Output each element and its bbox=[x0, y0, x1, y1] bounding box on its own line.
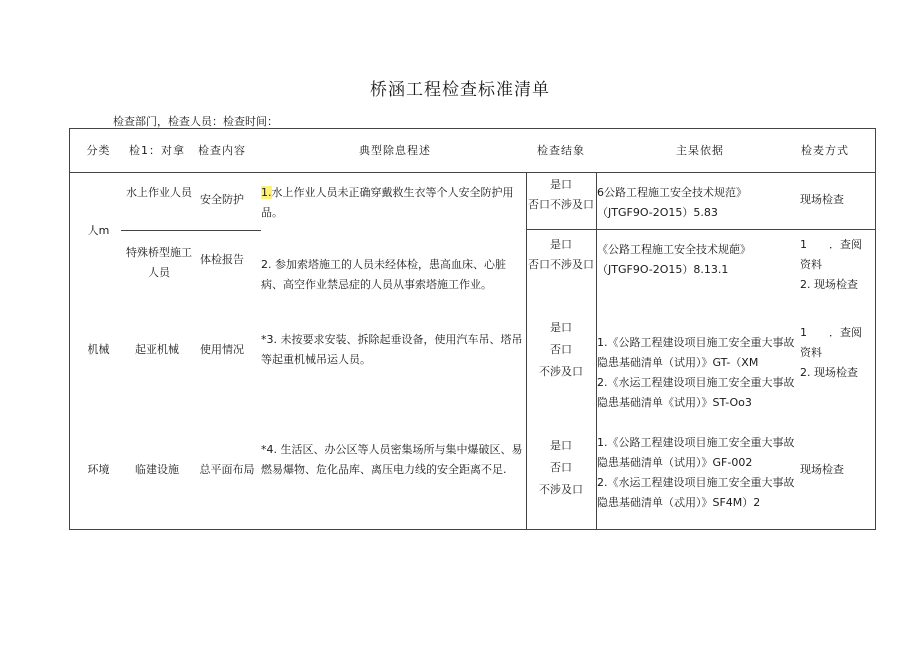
result-yes: 是口 bbox=[550, 178, 572, 191]
row2-object: 特殊桥型施工人员 bbox=[126, 246, 192, 279]
page-title: 桥涵工程检查标准清单 bbox=[370, 80, 550, 100]
method-review-documents: 1 ．查阅资料 bbox=[800, 326, 862, 359]
result-no-na: 否口不涉及口 bbox=[528, 258, 594, 271]
header-content: 检查内容 bbox=[198, 144, 246, 157]
result-yes: 是口 bbox=[550, 439, 572, 452]
row1-hazard-text: 水上作业人员未正确穿戴救生衣等个人安全防护用品。 bbox=[261, 186, 514, 219]
category-environment: 环境 bbox=[87, 463, 110, 476]
row4-hazard: *4. 生活区、办公区等人员密集场所与集中爆破区、易燃易爆物、危化品库、离压电力线的安全距离不足. bbox=[261, 443, 523, 476]
row1-divider-right bbox=[526, 229, 876, 230]
row4-result bbox=[526, 435, 596, 501]
hazard-number-highlight: 1. bbox=[261, 186, 272, 199]
row3-hazard: *3. 未按要求安装、拆除起垂设备，使用汽车吊、塔吊等起重机械吊运人员。 bbox=[261, 333, 523, 366]
row1-divider-left bbox=[121, 230, 261, 231]
row4-basis-1: 1.《公路工程建设项目施工安全重大事故隐患基础清单（试用）》GF-002 bbox=[597, 436, 795, 469]
row2-basis: 《公路工程施工安全技术规葩》（JTGF9O-2O15）8.13.1 bbox=[597, 243, 751, 276]
row4-content: 总平面布局 bbox=[199, 463, 255, 476]
result-na: 不涉及口 bbox=[539, 365, 583, 378]
category-personnel: 人m bbox=[87, 224, 110, 237]
row1-method: 现场检查 bbox=[800, 193, 844, 206]
row1-result bbox=[526, 175, 596, 215]
header-basis: 主杲依据 bbox=[676, 144, 724, 157]
row3-result bbox=[526, 317, 596, 383]
header-object: 检1：对拿 bbox=[129, 144, 185, 157]
method-site-inspection: 2. 现场检查 bbox=[800, 278, 858, 291]
row3-method bbox=[800, 323, 872, 383]
row3-object: 起亚机械 bbox=[135, 343, 179, 356]
header-result: 检查结象 bbox=[537, 144, 585, 157]
result-yes: 是口 bbox=[550, 238, 572, 251]
row3-basis-1: 1.《公路工程建设项目施工安全重大事故隐患基础清单（试用）》GT-（XM bbox=[597, 336, 795, 369]
result-no-na: 否口不涉及口 bbox=[528, 198, 594, 211]
row4-basis-2: 2.《水运工程建设项目施工安全重大事故隐患基础清单（忒用）》SF4M）2 bbox=[597, 476, 795, 509]
result-no: 否口 bbox=[550, 461, 572, 474]
row4-object: 临建设施 bbox=[135, 463, 179, 476]
method-review-documents: 1 ．查阅资料 bbox=[800, 238, 862, 271]
row1-hazard bbox=[261, 183, 526, 223]
row2-hazard: 2. 参加索塔施工的人员未经体检，患高血床、心脏病、高空作业禁忌症的人员从事索塔施工作业。 bbox=[261, 258, 506, 291]
row4-method: 现场检查 bbox=[800, 463, 844, 476]
inspection-meta-line: 检查部门，检查人员：检查时间： bbox=[113, 115, 278, 128]
row2-content: 体检报告 bbox=[200, 253, 244, 266]
header-divider bbox=[69, 172, 876, 173]
header-hazard: 典型除息程述 bbox=[359, 144, 431, 157]
row3-content: 使用情况 bbox=[200, 343, 244, 356]
row1-object: 水上作业人员 bbox=[126, 186, 192, 199]
method-site-inspection: 2. 现场检查 bbox=[800, 366, 858, 379]
row1-basis: 6公路工程施工安全技术规范》（JTGF9O-2O15）5.83 bbox=[597, 186, 747, 219]
result-yes: 是口 bbox=[550, 321, 572, 334]
result-no: 否口 bbox=[550, 343, 572, 356]
result-na: 不涉及口 bbox=[539, 483, 583, 496]
row2-method bbox=[800, 235, 872, 295]
row2-result bbox=[526, 235, 596, 275]
header-category: 分类 bbox=[86, 144, 111, 157]
row3-basis-2: 2.《水运工程建设项目施工安全重大事故隐患基础清单《试用）》ST-Oo3 bbox=[597, 376, 795, 409]
row1-content: 安全防护 bbox=[200, 193, 244, 206]
header-method: 检麦方式 bbox=[801, 144, 849, 157]
category-machinery: 机械 bbox=[87, 343, 110, 356]
